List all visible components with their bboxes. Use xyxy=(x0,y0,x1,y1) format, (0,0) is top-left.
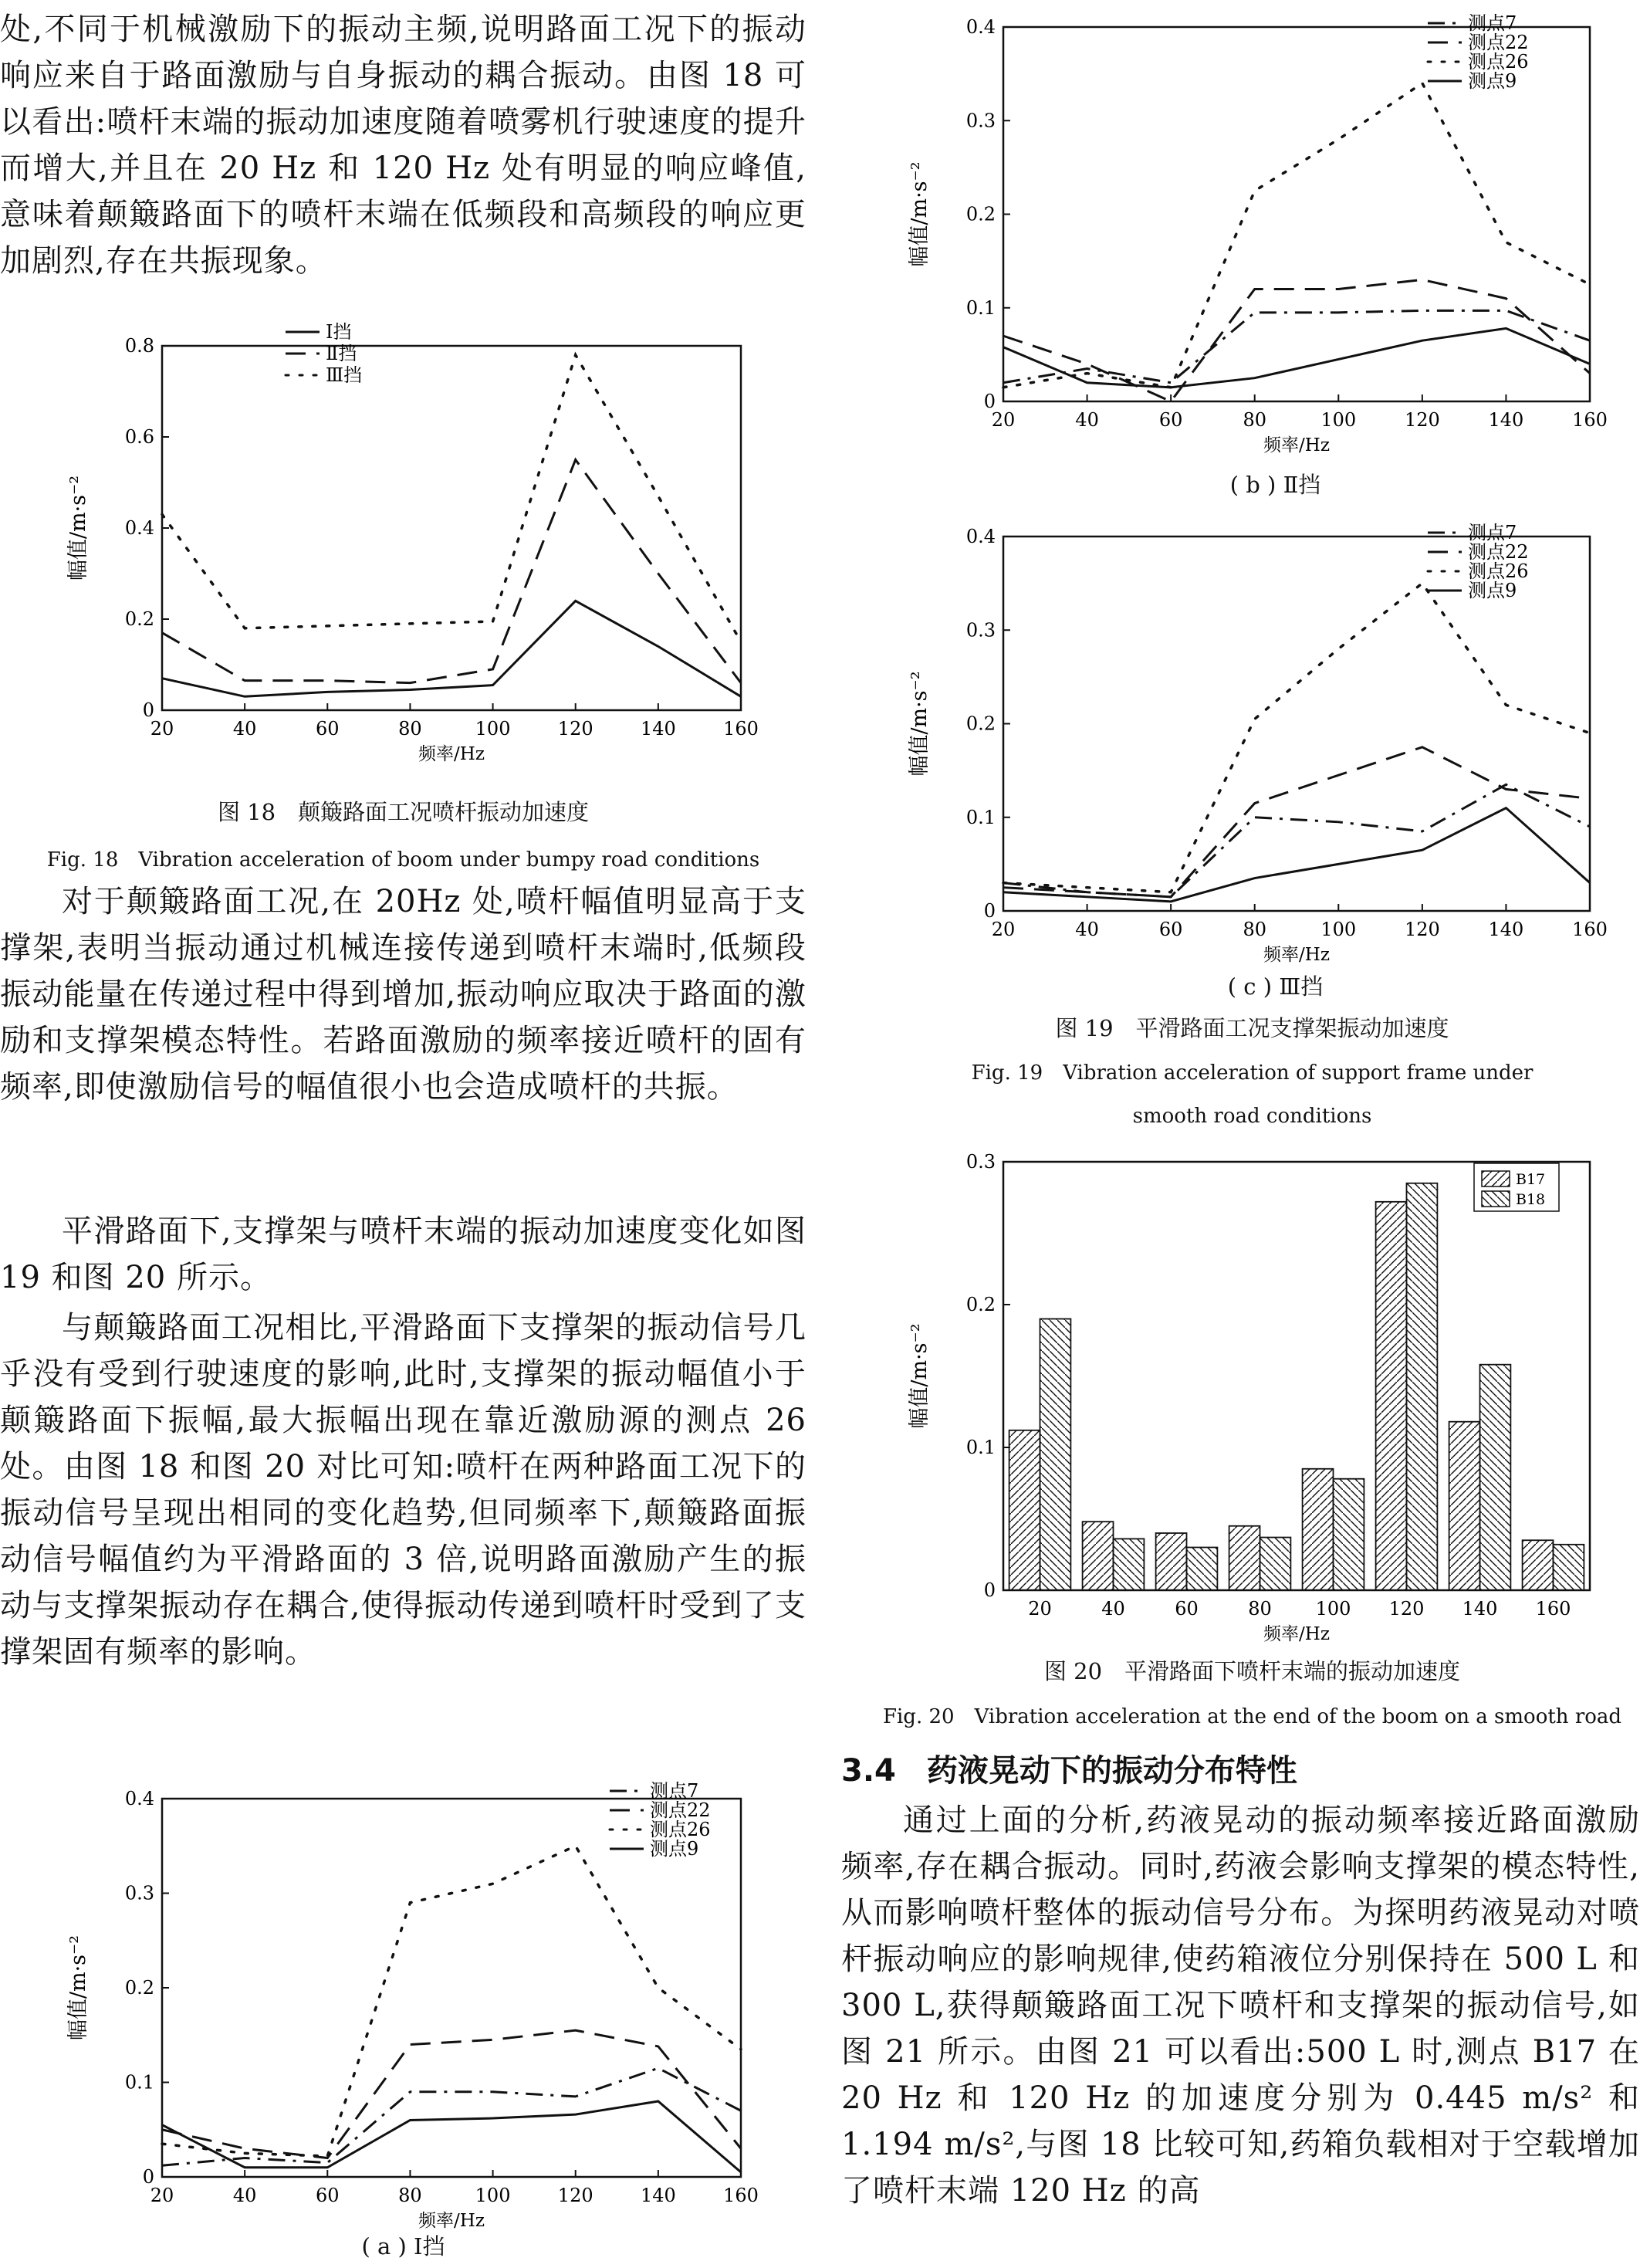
legend-label: Ⅲ挡 xyxy=(326,364,363,386)
x-axis-label: 频率/Hz xyxy=(1263,1624,1330,1644)
bar-b17 xyxy=(1523,1540,1554,1590)
x-tick-label: 40 xyxy=(232,718,257,740)
y-tick-label: 0.3 xyxy=(965,110,996,132)
bar-b18 xyxy=(1480,1365,1511,1590)
bar-b18 xyxy=(1187,1548,1218,1591)
y-tick-label: 0.2 xyxy=(124,1977,154,1999)
x-axis-label: 频率/Hz xyxy=(418,2211,485,2231)
fig19-caption-en-line1: Fig. 19 Vibration acceleration of support frame under xyxy=(971,1061,1533,1085)
legend-label: 测点9 xyxy=(650,1838,699,1860)
y-axis-label: 幅值/m·s⁻² xyxy=(66,475,90,581)
y-tick-label: 0.1 xyxy=(124,2071,154,2094)
series-line-2 xyxy=(162,2030,741,2158)
x-tick-label: 140 xyxy=(1488,919,1524,940)
y-tick-label: 0.2 xyxy=(965,713,996,735)
legend-label: 测点26 xyxy=(650,1819,711,1840)
x-tick-label: 40 xyxy=(1075,919,1099,940)
bar-b17 xyxy=(1083,1522,1114,1590)
y-tick-label: 0.3 xyxy=(965,1151,996,1173)
y-tick-label: 0.3 xyxy=(124,1882,154,1904)
legend-label: 测点22 xyxy=(1468,541,1529,563)
legend-label: 测点9 xyxy=(1468,580,1517,601)
fig20-caption-en: Fig. 20 Vibration acceleration at the end of the boom on a smooth road xyxy=(882,1705,1622,1728)
x-tick-label: 60 xyxy=(1158,409,1183,431)
legend-label: 测点22 xyxy=(650,1799,711,1821)
fig19a-chart xyxy=(0,1768,806,2246)
paragraph-liquid-sloshing: 通过上面的分析,药液晃动的振动频率接近路面激励频率,存在耦合振动。同时,药液会影响支撑架的模态特性,从而影响喷杆整体的振动信号分布。为探明药液晃动对喷杆振动响应的影响规律,使药箱液位分别保持在 500 L 和 300 L,获得颠簸路面工况下喷杆和支撑架的振动信号,如图 21 所示。由图 21 可以看出:500 L 时,测点 B17 在 20 Hz 和 120 Hz 的加速度分别为 0.445 m/s² 和 1.194 m/s²,与图 18 比较可知,药箱负载相对于空载增加了喷杆末端 120 Hz 的高 xyxy=(841,1803,1640,2209)
y-axis-label: 幅值/m·s⁻² xyxy=(908,671,932,777)
x-tick-label: 40 xyxy=(1101,1598,1125,1620)
x-axis-label: 频率/Hz xyxy=(418,744,485,764)
x-tick-label: 20 xyxy=(1028,1598,1052,1620)
x-tick-label: 140 xyxy=(640,718,676,740)
series-line-3 xyxy=(1003,584,1590,892)
x-tick-label: 160 xyxy=(1535,1598,1571,1620)
legend-label: 测点7 xyxy=(650,1780,699,1802)
x-tick-label: 120 xyxy=(1404,409,1440,431)
legend-label: 测点7 xyxy=(1468,522,1517,543)
legend-label: Ⅰ挡 xyxy=(326,321,352,343)
y-tick-label: 0.4 xyxy=(965,16,996,38)
x-tick-label: 20 xyxy=(991,409,1016,431)
y-tick-label: 0 xyxy=(983,391,996,412)
bar-b18 xyxy=(1260,1538,1291,1590)
bar-b18 xyxy=(1040,1319,1071,1591)
legend-label: B18 xyxy=(1516,1191,1546,1208)
fig19b-subcaption: ( b ) Ⅱ挡 xyxy=(1229,472,1321,498)
legend-swatch xyxy=(1482,1191,1510,1207)
y-tick-label: 0.1 xyxy=(965,1437,996,1458)
x-tick-label: 140 xyxy=(640,2185,676,2206)
x-tick-label: 60 xyxy=(316,718,340,740)
y-tick-label: 0.4 xyxy=(965,526,996,547)
y-axis-label: 幅值/m·s⁻² xyxy=(908,1323,932,1429)
series-line-3 xyxy=(162,355,741,642)
fig19c-chart xyxy=(908,509,1640,973)
y-tick-label: 0.4 xyxy=(124,517,154,539)
x-axis-label: 频率/Hz xyxy=(1263,945,1330,965)
x-tick-label: 80 xyxy=(1248,1598,1272,1620)
series-line-3 xyxy=(162,1846,741,2156)
y-tick-label: 0.1 xyxy=(965,806,996,828)
y-axis-label: 幅值/m·s⁻² xyxy=(908,161,932,267)
x-tick-label: 80 xyxy=(1243,919,1266,940)
series-line-4 xyxy=(1003,808,1590,902)
legend-label: 测点7 xyxy=(1468,12,1517,34)
y-tick-label: 0 xyxy=(142,2166,154,2188)
x-tick-label: 160 xyxy=(1572,919,1608,940)
y-tick-label: 0.3 xyxy=(965,619,996,641)
x-tick-label: 100 xyxy=(1320,919,1357,940)
series-line-1 xyxy=(1003,310,1590,382)
x-tick-label: 100 xyxy=(475,718,511,740)
x-tick-label: 60 xyxy=(1158,919,1183,940)
y-tick-label: 0.2 xyxy=(965,1294,996,1315)
x-tick-label: 120 xyxy=(1388,1598,1425,1620)
x-tick-label: 120 xyxy=(1404,919,1440,940)
section-title-3-4: 3.4 药液晃动下的振动分布特性 xyxy=(841,1753,1297,1789)
fig20-caption-zh: 图 20 平滑路面下喷杆末端的振动加速度 xyxy=(1043,1658,1461,1684)
fig19a-subcaption: ( a ) Ⅰ挡 xyxy=(361,2233,445,2260)
fig19b-chart xyxy=(908,0,1640,463)
bar-b17 xyxy=(1376,1202,1407,1590)
series-line-2 xyxy=(162,460,741,683)
bar-b17 xyxy=(1009,1430,1040,1590)
series-line-1 xyxy=(1003,784,1590,897)
y-tick-label: 0.2 xyxy=(965,203,996,225)
x-tick-label: 80 xyxy=(1243,409,1266,431)
y-tick-label: 0 xyxy=(142,699,154,721)
y-tick-label: 0.8 xyxy=(124,335,154,357)
fig18-chart xyxy=(0,309,806,803)
x-tick-label: 120 xyxy=(557,718,593,740)
fig19c-subcaption: ( c ) Ⅲ挡 xyxy=(1227,973,1324,1000)
bar-b17 xyxy=(1156,1533,1187,1590)
series-line-2 xyxy=(1003,747,1590,897)
x-tick-label: 60 xyxy=(1175,1598,1199,1620)
x-tick-label: 80 xyxy=(398,718,422,740)
legend-label: 测点26 xyxy=(1468,51,1529,73)
bar-b18 xyxy=(1407,1183,1438,1590)
fig18-caption-zh: 图 18 颠簸路面工况喷杆振动加速度 xyxy=(217,799,590,825)
y-tick-label: 0.1 xyxy=(965,296,996,319)
x-tick-label: 20 xyxy=(991,919,1016,940)
y-axis-label: 幅值/m·s⁻² xyxy=(66,1935,90,2041)
x-tick-label: 80 xyxy=(398,2185,422,2206)
x-tick-label: 100 xyxy=(1315,1598,1351,1620)
paragraph-intro-continued: 处,不同于机械激励下的振动主频,说明路面工况下的振动响应来自于路面激励与自身振动的耦合振动。由图 18 可以看出:喷杆末端的振动加速度随着喷雾机行驶速度的提升而增大,并且在 20 Hz 和 120 Hz 处有明显的响应峰值,意味着颠簸路面下的喷杆末端在低频段和高频段的响应更加剧烈,存在共振现象。 xyxy=(0,12,806,279)
x-tick-label: 160 xyxy=(723,2185,759,2206)
fig19-caption-en-line2: smooth road conditions xyxy=(1132,1105,1372,1128)
x-tick-label: 60 xyxy=(316,2185,340,2206)
y-tick-label: 0 xyxy=(983,1579,996,1601)
y-tick-label: 0.4 xyxy=(124,1788,154,1809)
x-tick-label: 20 xyxy=(150,2185,174,2206)
series-line-1 xyxy=(162,2068,741,2165)
paragraph-comparison: 与颠簸路面工况相比,平滑路面下支撑架的振动信号几乎没有受到行驶速度的影响,此时,支撑架的振动幅值小于颠簸路面下振幅,最大振幅出现在靠近激励源的测点 26 处。由图 18 和图 20 对比可知:喷杆在两种路面工况下的振动信号呈现出相同的变化趋势,但同频率下,颠簸路面振动信号幅值约为平滑路面的 3 倍,说明路面激励产生的振动与支撑架振动存在耦合,使得振动传递到喷杆时受到了支撑架固有频率的影响。 xyxy=(0,1310,806,1670)
legend-label: 测点22 xyxy=(1468,32,1529,53)
fig19-caption-zh: 图 19 平滑路面工况支撑架振动加速度 xyxy=(1055,1015,1449,1041)
fig18-caption-en: Fig. 18 Vibration acceleration of boom under bumpy road conditions xyxy=(46,848,760,872)
series-line-3 xyxy=(1003,83,1590,388)
series-line-1 xyxy=(162,601,741,696)
x-tick-label: 40 xyxy=(1075,409,1099,431)
bar-b17 xyxy=(1449,1422,1480,1590)
y-tick-label: 0.6 xyxy=(124,426,154,448)
legend-label: 测点26 xyxy=(1468,560,1529,582)
paragraph-smooth-road: 平滑路面下,支撑架与喷杆末端的振动加速度变化如图 19 和图 20 所示。 xyxy=(0,1214,806,1295)
legend-label: 测点9 xyxy=(1468,70,1517,92)
x-tick-label: 120 xyxy=(557,2185,593,2206)
x-tick-label: 20 xyxy=(150,718,174,740)
bar-b18 xyxy=(1334,1479,1364,1590)
paragraph-bumpy-road: 对于颠簸路面工况,在 20Hz 处,喷杆幅值明显高于支撑架,表明当振动通过机械连接传递到喷杆末端时,低频段振动能量在传递过程中得到增加,振动响应取决于路面的激励和支撑架模态特性。若路面激励的频率接近喷杆的固有频率,即使激励信号的幅值很小也会造成喷杆的共振。 xyxy=(0,884,806,1105)
x-tick-label: 140 xyxy=(1462,1598,1498,1620)
fig20-chart xyxy=(908,1142,1640,1644)
bar-b17 xyxy=(1229,1526,1260,1590)
x-tick-label: 160 xyxy=(1572,409,1608,431)
legend-swatch xyxy=(1482,1171,1510,1186)
plot-frame xyxy=(162,346,741,710)
bar-b18 xyxy=(1554,1545,1584,1590)
bar-b17 xyxy=(1303,1469,1334,1590)
x-tick-label: 140 xyxy=(1488,409,1524,431)
series-line-4 xyxy=(1003,328,1590,387)
x-axis-label: 频率/Hz xyxy=(1263,435,1330,455)
x-tick-label: 160 xyxy=(723,718,759,740)
x-tick-label: 40 xyxy=(232,2185,257,2206)
legend-label: Ⅱ挡 xyxy=(326,343,357,364)
bar-b18 xyxy=(1114,1539,1145,1590)
x-tick-label: 100 xyxy=(475,2185,511,2206)
legend-label: B17 xyxy=(1516,1171,1546,1188)
series-line-4 xyxy=(162,2101,741,2172)
y-tick-label: 0.2 xyxy=(124,608,154,630)
x-tick-label: 100 xyxy=(1320,409,1357,431)
y-tick-label: 0 xyxy=(983,900,996,922)
